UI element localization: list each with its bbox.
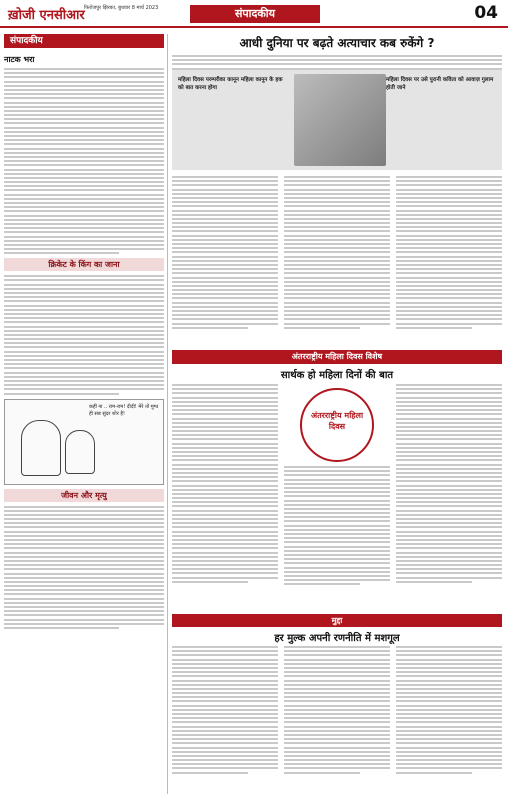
section-title: संपादकीय xyxy=(190,5,320,23)
cartoon-caption: कहीं ना .. राम-राम! दीदी! मेरे तो मुग्ध ही सब सुंदर शोर है! xyxy=(89,403,159,417)
life-death-subhead: जीवन और मृत्यु xyxy=(4,489,164,502)
photo-right-caption: महिला दिवस पर उसे पुरानी कविता को आवाज़ गुलाम होती जाने xyxy=(386,77,494,91)
cartoon xyxy=(4,399,164,485)
editorial-title: नाटक भरा xyxy=(4,55,35,64)
cricket-text xyxy=(4,275,164,394)
mudda-band: मुद्दा xyxy=(172,614,502,627)
mudda-headline: हर मुल्क अपनी रणनीति में मशगूल xyxy=(274,633,400,644)
main-headline: आधी दुनिया पर बढ़ते अत्याचार कब रुकेंगे ? xyxy=(239,36,435,50)
page-number: 04 xyxy=(474,3,498,23)
cricket-subhead: क्रिकेट के किंग का जाना xyxy=(4,258,164,271)
brand-logo: ख़ोजी एनसीआर xyxy=(8,8,85,23)
womens-day-band: अंतरराष्ट्रीय महिला दिवस विशेष xyxy=(172,350,502,364)
cartoon-figure-icon xyxy=(65,430,95,474)
photo-left-caption: महिला दिवस परम्परीका कानून महिला कानून के हक को बात करना होगा xyxy=(178,77,283,91)
womens-day-logo: अंतरराष्ट्रीय महिला दिवस xyxy=(300,388,374,462)
cartoon-figure-icon xyxy=(21,420,61,476)
masthead xyxy=(0,0,508,28)
life-death-text xyxy=(4,506,164,629)
editorial-text xyxy=(4,68,164,254)
editorial-band: संपादकीय xyxy=(4,34,164,48)
column-divider xyxy=(167,34,168,794)
mudda-article xyxy=(172,646,502,794)
main-article-body xyxy=(172,176,502,348)
left-column xyxy=(4,34,164,794)
feature-photo-box xyxy=(172,70,502,170)
issue-date: फिरोजपुर झिरका, बुधवार 8 मार्च 2023 xyxy=(84,5,159,11)
feature-photo xyxy=(294,74,386,166)
womens-day-headline: सार्थक हो महिला दिनों की बात xyxy=(280,370,394,381)
womens-day-article xyxy=(172,384,502,609)
